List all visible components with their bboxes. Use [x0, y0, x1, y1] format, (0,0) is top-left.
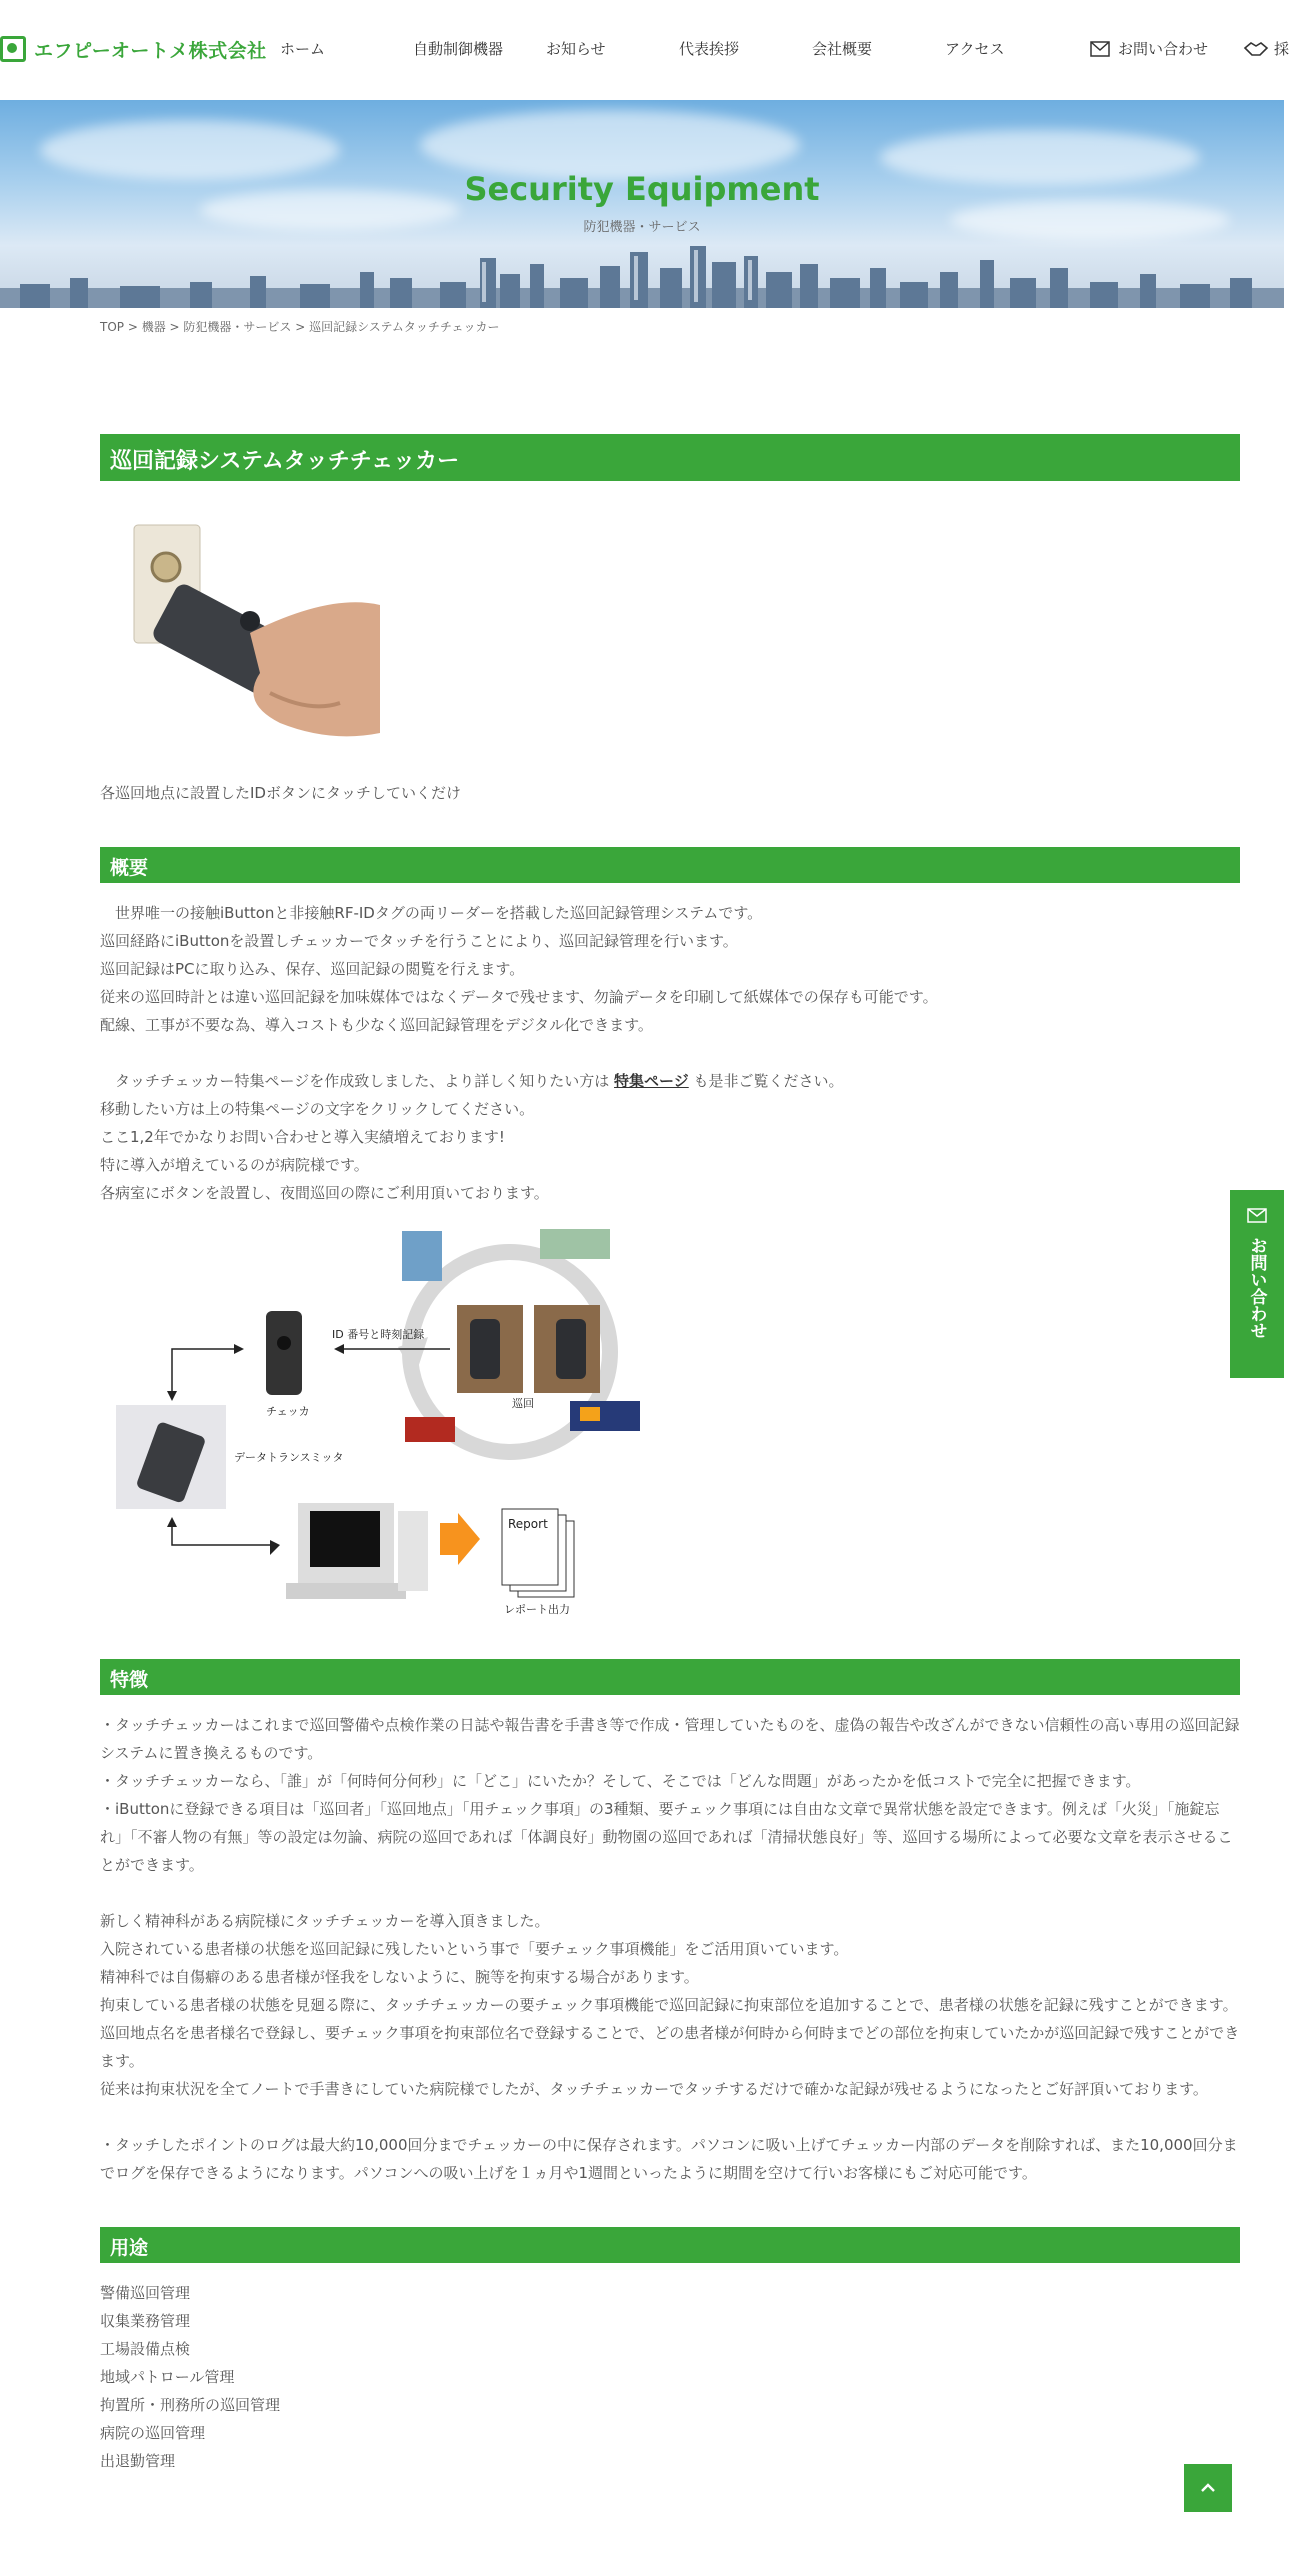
nav-greeting[interactable]: 代表挨拶: [679, 40, 740, 58]
feature-line: ・iButtonに登録できる項目は「巡回者」「巡回地点」「用チェック事項」の3種類、要チェック事項には自由な文章で異常状態を設定できます。例えば「火災」「施錠忘れ」「不審人物の有無」等の設定は勿論、病院の巡回であれば「体調良好」動物園の巡回であれば「清掃状態良好」等、巡回する場所によって必要な文章を表示させることができます。: [100, 1800, 1233, 1874]
hero-title: Security Equipment: [464, 170, 820, 208]
hero-banner: [0, 100, 1284, 308]
section-features-heading: 特徴: [100, 1659, 1240, 1695]
site-header: [0, 0, 1289, 100]
diagram-label-checker: チェッカ: [266, 1405, 310, 1418]
diagram-label-id: ID 番号と時刻記録: [332, 1328, 425, 1341]
mail-icon: [1247, 1208, 1267, 1223]
special-page-link[interactable]: 特集ページ: [614, 1072, 689, 1090]
nav-recruit-label: 採: [1274, 40, 1289, 58]
use-item: 収集業務管理: [100, 2312, 191, 2330]
overview-line: 巡回経路にiButtonを設置しチェッカーでタッチを行うことにより、巡回記録管理を行います。: [100, 932, 738, 950]
overview-line: 配線、工事が不要な為、導入コストも少なく巡回記録管理をデジタル化できます。: [100, 1016, 653, 1034]
product-photo: [100, 523, 1240, 779]
nav-access[interactable]: アクセス: [945, 40, 1005, 58]
handshake-icon: [1244, 41, 1268, 57]
photo-caption: 各巡回地点に設置したIDボタンにタッチしていくだけ: [100, 784, 461, 802]
back-to-top-button[interactable]: [1184, 2464, 1232, 2512]
main-nav: [280, 38, 1078, 59]
logo[interactable]: [0, 34, 267, 64]
special-text-after: も是非ご覧ください。: [688, 1072, 844, 1090]
features-text: [100, 1711, 1240, 2187]
hero-subtitle: 防犯機器・サービス: [583, 220, 701, 235]
logo-icon: [0, 36, 26, 62]
use-item: 警備巡回管理: [100, 2284, 191, 2302]
overview-line: 移動したい方は上の特集ページの文字をクリックしてください。: [100, 1100, 535, 1118]
overview-text: [100, 899, 1240, 1207]
feature-line: 従来は拘束状況を全てノートで手書きにしていた病院様でしたが、タッチチェッカーでタッチするだけで確かな記録が残せるようになったとご好評頂いております。: [100, 2080, 1208, 2098]
nav-company[interactable]: 会社概要: [812, 40, 873, 58]
special-page-line: [100, 1067, 1240, 1095]
use-item: 工場設備点検: [100, 2340, 191, 2358]
floating-contact-tab[interactable]: [1230, 1190, 1284, 1378]
feature-line: 入院されている患者様の状態を巡回記録に残したいという事で「要チェック事項機能」をご活用頂いています。: [100, 1940, 849, 1958]
system-diagram-graphic: [110, 1227, 670, 1637]
overview-line: ここ1,2年でかなりお問い合わせと導入実績増えております!: [100, 1128, 505, 1146]
main-content: [100, 434, 1240, 2475]
diagram-label-report: Report: [508, 1517, 548, 1531]
special-text-before: タッチチェッカー特集ページを作成致しました、より詳しく知りたい方は: [100, 1072, 615, 1090]
diagram-label-output: レポート出力: [504, 1603, 570, 1616]
overview-line: 特に導入が増えているのが病院様です。: [100, 1156, 369, 1174]
use-item: 地域パトロール管理: [100, 2368, 235, 2386]
page-title: 巡回記録システムタッチチェッカー: [100, 434, 1240, 481]
floating-contact-label: お問い合わせ: [1246, 1237, 1267, 1339]
touch-checker-photo: [100, 523, 390, 779]
nav-recruit[interactable]: [1244, 38, 1289, 59]
chevron-up-icon: [1200, 2483, 1216, 2493]
breadcrumb[interactable]: TOP > 機器 > 防犯機器・サービス > 巡回記録システムタッチチェッカー: [100, 320, 500, 334]
system-diagram: [100, 1227, 1240, 1637]
uses-list: [100, 2279, 1240, 2475]
feature-line: ・タッチチェッカーはこれまで巡回警備や点検作業の日誌や報告書を手書き等で作成・管理していたものを、虚偽の報告や改ざんができない信頼性の高い専用の巡回記録システムに置き換えるものです。: [100, 1716, 1240, 1762]
feature-line: ・タッチしたポイントのログは最大約10,000回分までチェッカーの中に保存されます。パソコンに吸い上げてチェッカー内部のデータを削除すれば、また10,000回分までログを保存できるようになります。パソコンへの吸い上げを１ヵ月や1週間といったように期間を空けて行いお客様にもご対応可能です。: [100, 2136, 1238, 2182]
city-skyline: [0, 238, 1284, 308]
section-uses-heading: 用途: [100, 2227, 1240, 2263]
use-item: 拘置所・刑務所の巡回管理: [100, 2396, 281, 2414]
section-overview-heading: 概要: [100, 847, 1240, 883]
overview-line: 巡回記録はPCに取り込み、保存、巡回記録の閲覧を行えます。: [100, 960, 525, 978]
overview-line: 世界唯一の接触iButtonと非接触RF-IDタグの両リーダーを搭載した巡回記録管理システムです。: [100, 904, 763, 922]
feature-line: ・タッチチェッカーなら、「誰」が「何時何分何秒」に「どこ」にいたか？そして、そこでは「どんな問題」があったかを低コストで完全に把握できます。: [100, 1772, 1141, 1790]
nav-contact[interactable]: [1090, 38, 1208, 59]
feature-line: 巡回地点名を患者様名で登録し、要チェック事項を拘束部位名で登録することで、どの患者様が何時から何時までどの部位を拘束していたかが巡回記録で残すことができます。: [100, 2024, 1240, 2070]
mail-icon: [1090, 41, 1110, 57]
nav-home[interactable]: ホーム: [280, 40, 326, 58]
use-item: 出退勤管理: [100, 2452, 176, 2470]
overview-line: 従来の巡回時計とは違い巡回記録を加味媒体ではなくデータで残せます、勿論データを印刷して紙媒体での保存も可能です。: [100, 988, 938, 1006]
overview-line: 各病室にボタンを設置し、夜間巡回の際にご利用頂いております。: [100, 1184, 549, 1202]
feature-line: 新しく精神科がある病院様にタッチチェッカーを導入頂きました。: [100, 1912, 550, 1930]
diagram-label-transmitter: データトランスミッタ: [234, 1451, 344, 1464]
nav-news[interactable]: お知らせ: [546, 40, 606, 58]
feature-line: 拘束している患者様の状態を見廻る際に、タッチチェッカーの要チェック事項機能で巡回記録に拘束部位を追加することで、患者様の状態を記録に残すことができます。: [100, 1996, 1238, 2014]
diagram-label-patrol: 巡回: [512, 1397, 534, 1410]
logo-text: エフピーオートメ株式会社: [34, 39, 267, 62]
use-item: 病院の巡回管理: [100, 2424, 206, 2442]
nav-contact-label: お問い合わせ: [1118, 40, 1209, 58]
feature-line: 精神科では自傷癖のある患者様が怪我をしないように、腕等を拘束する場合があります。: [100, 1968, 699, 1986]
nav-automatic-control[interactable]: 自動制御機器: [413, 40, 504, 58]
